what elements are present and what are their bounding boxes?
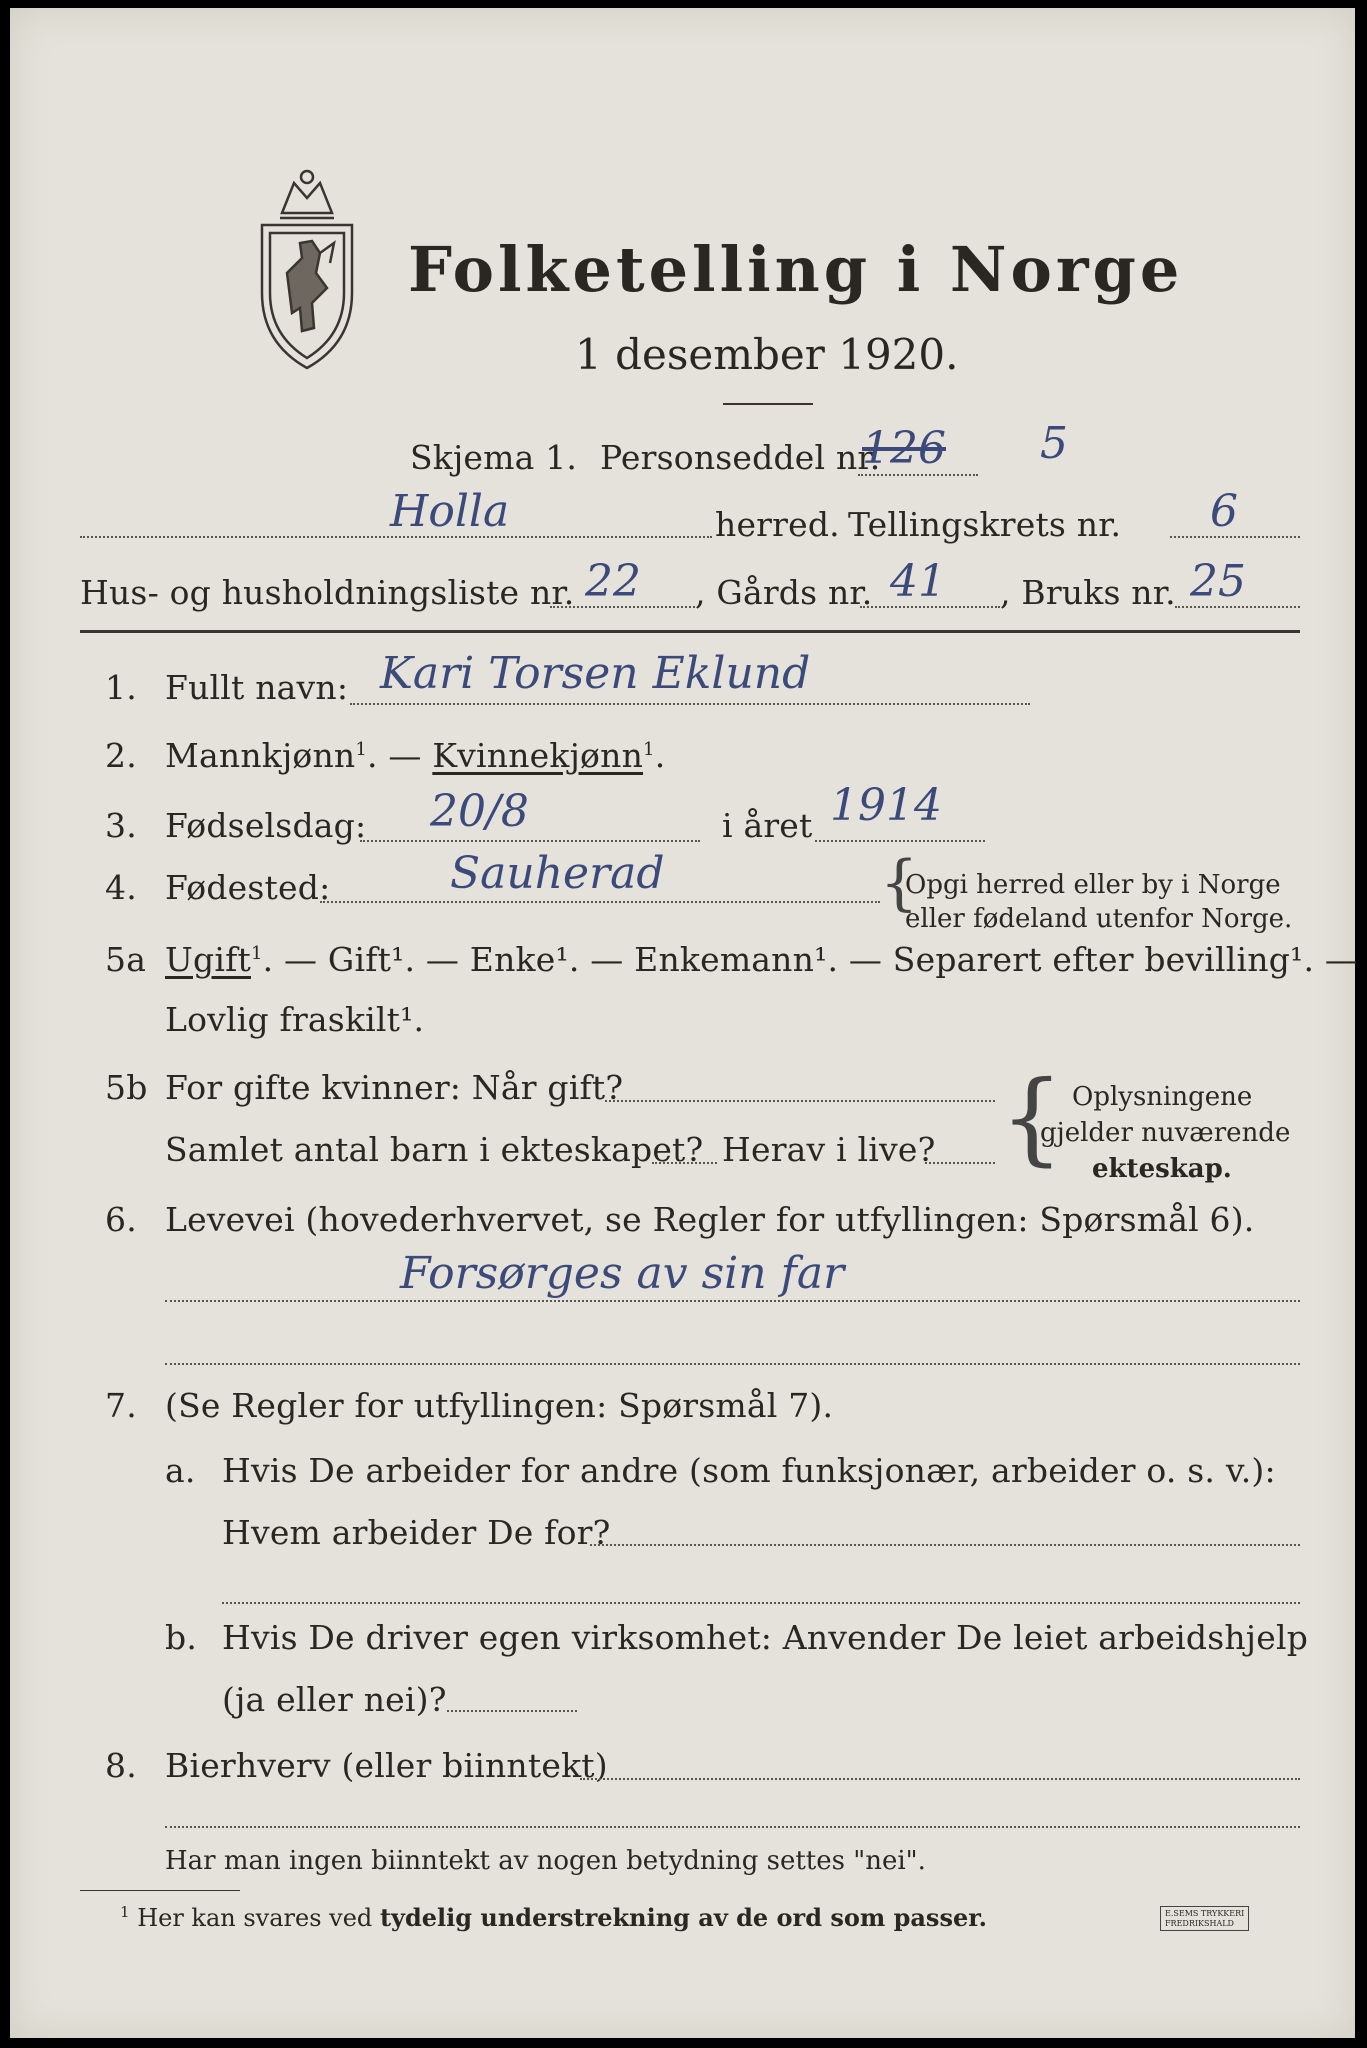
q7b-letter: b. (165, 1618, 198, 1657)
q7b-line1: Hvis De driver egen virksomhet: Anvender De leiet arbeidshjelp (222, 1618, 1309, 1657)
q5b-note-2: gjelder nuværende (1040, 1118, 1291, 1148)
q5b-note-3: ekteskap. (1092, 1154, 1232, 1184)
q3-year-value: 1914 (830, 780, 942, 831)
tellingskrets-value: 6 (1210, 486, 1238, 537)
q4-note-2: eller fødeland utenfor Norge. (905, 904, 1293, 934)
q2-text (165, 736, 665, 775)
bruks-value: 25 (1190, 556, 1246, 607)
q7a-letter: a. (165, 1451, 196, 1490)
q8-line-1 (580, 1778, 1300, 1780)
q3-line (360, 840, 700, 842)
tellingskrets-label: Tellingskrets nr. (848, 505, 1122, 544)
personseddel-line (858, 474, 978, 476)
q7a-line-1 (590, 1544, 1300, 1546)
q4-line (320, 901, 880, 903)
skjema-label: Skjema 1. (410, 438, 578, 477)
q3-value: 20/8 (430, 786, 529, 837)
q5b-line2a: Samlet antal barn i ekteskapet? (165, 1130, 704, 1169)
q5b-line1: For gifte kvinner: Når gift? (165, 1068, 624, 1107)
q3-year-line (815, 840, 985, 842)
q2-end: . (654, 736, 666, 775)
printer-stamp (1160, 1906, 1249, 1931)
q4-value: Sauherad (450, 848, 665, 899)
q8-line-2 (165, 1826, 1300, 1828)
q1-number: 1. (105, 668, 137, 707)
printer-stamp-line-2: FREDRIKSHALD (1165, 1918, 1234, 1928)
q7b-line (447, 1710, 577, 1712)
q1-label: Fullt navn: (165, 668, 349, 707)
q6-label: Levevei (hovederhvervet, se Regler for utfyllingen: Spørsmål 6). (165, 1200, 1255, 1239)
q1-value: Kari Torsen Eklund (380, 648, 811, 699)
footnote-text-a: Her kan svares ved (137, 1904, 373, 1932)
q4-number: 4. (105, 868, 137, 907)
q5a-options: . — Gift¹. — Enke¹. — Enkemann¹. — Separert efter bevilling¹. — (262, 940, 1359, 979)
title-divider (723, 403, 813, 405)
q5b-line2b-fill (925, 1162, 995, 1164)
header-divider (80, 630, 1300, 633)
herred-value: Holla (390, 486, 510, 537)
q2-sup-kvinne: 1 (643, 739, 655, 760)
husliste-value: 22 (585, 556, 641, 607)
census-date: 1 desember 1920. (575, 330, 959, 379)
footnote (120, 1903, 987, 1932)
q5b-line1-fill (605, 1100, 995, 1102)
personseddel-value: 126 (862, 423, 946, 474)
personseddel-label: Personseddel nr. (600, 438, 881, 477)
q4-brace: { (880, 848, 919, 918)
q2-dash: . — (367, 736, 422, 775)
q7-number: 7. (105, 1386, 137, 1425)
q7b-line2: (ja eller nei)? (222, 1680, 447, 1719)
q3-year-label: i året (722, 806, 813, 845)
q1-line (350, 703, 1030, 705)
footnote-divider (80, 1890, 240, 1891)
q8-label: Bierhverv (eller biinntekt) (165, 1746, 608, 1785)
q5b-line2b: Herav i live? (722, 1130, 936, 1169)
q2-number: 2. (105, 736, 137, 775)
gards-label: , Gårds nr. (695, 573, 873, 612)
coat-of-arms-icon (242, 163, 372, 373)
q5a-line1 (165, 940, 1358, 979)
q5b-brace: { (1000, 1059, 1064, 1176)
q3-number: 3. (105, 806, 137, 845)
q7a-line1: Hvis De arbeider for andre (som funksjonær, arbeider o. s. v.): (222, 1451, 1276, 1490)
q2-kvinne: Kvinnekjønn (432, 736, 644, 775)
q5a-sup: 1 (250, 943, 263, 964)
q7a-line-2 (222, 1602, 1300, 1604)
q7-label: (Se Regler for utfyllingen: Spørsmål 7). (165, 1386, 834, 1425)
footnote-number: 1 (120, 1903, 130, 1921)
bruks-label: , Bruks nr. (1000, 573, 1176, 612)
q2-sup-mann: 1 (355, 739, 368, 760)
footnote-text-b: tydelig understrekning av de ord som passer. (379, 1903, 988, 1932)
q6-value: Forsørges av sin far (400, 1248, 845, 1299)
gards-value: 41 (890, 556, 946, 607)
q6-line-2 (165, 1363, 1300, 1365)
footer-note: Har man ingen biinntekt av nogen betydning settes "nei". (165, 1846, 926, 1876)
q5a-line2: Lovlig fraskilt¹. (165, 1000, 425, 1039)
printer-stamp-line-1: E.SEMS TRYKKERI (1165, 1909, 1245, 1918)
census-form-sheet (10, 8, 1359, 2038)
q6-line-1 (165, 1300, 1300, 1302)
q7a-line2: Hvem arbeider De for? (222, 1513, 611, 1552)
q4-note-1: Opgi herred eller by i Norge (905, 870, 1281, 900)
herred-label: herred. (715, 505, 840, 544)
q4-label: Fødested: (165, 868, 331, 907)
q5b-line2a-fill (652, 1162, 717, 1164)
q5a-ugift: Ugift (165, 940, 251, 979)
q5b-note-1: Oplysningene (1072, 1082, 1253, 1112)
q2-mann: Mannkjønn (165, 736, 356, 775)
q8-number: 8. (105, 1746, 137, 1785)
q5b-number: 5b (105, 1068, 148, 1107)
q5a-number: 5a (105, 940, 147, 979)
q6-number: 6. (105, 1200, 137, 1239)
form-title: Folketelling i Norge (408, 233, 1184, 306)
q3-label: Fødselsdag: (165, 806, 367, 845)
husliste-label: Hus- og husholdningsliste nr. (80, 573, 575, 612)
personseddel-value-corrected: 5 (1040, 418, 1068, 469)
